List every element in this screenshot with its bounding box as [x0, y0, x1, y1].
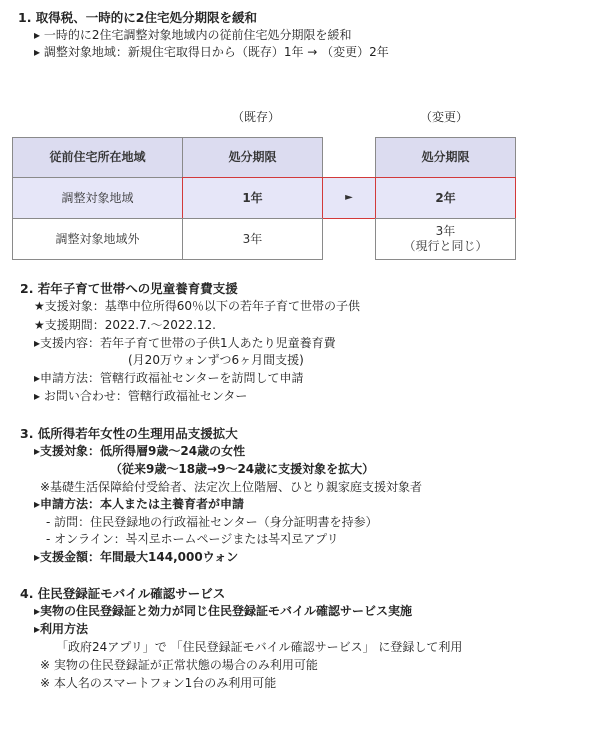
table-cell-existing: 3年 — [182, 218, 323, 260]
arrow-icon: ► — [323, 177, 375, 219]
list-item: ▸ お問い合わせ：管轄行政福祉センター — [34, 389, 248, 403]
list-item: ▸支援金額：年間最大144,000ウォン — [34, 550, 239, 564]
section2-title: 2. 若年子育て世帯への児童養育費支援 — [20, 281, 238, 296]
header-region: 従前住宅所在地域 — [12, 137, 183, 178]
list-item: ※基礎生活保障給付受給者、法定次上位階層、ひとり親家庭支援対象者 — [40, 480, 423, 494]
list-item: ▸ 調整対象地域：新規住宅取得日から（既存）1年 → （変更）2年 — [34, 45, 389, 59]
list-item: ★支援期間：2022.7.～2022.12. — [34, 318, 216, 332]
section3-title: 3. 低所得若年女性の生理用品支援拡大 — [20, 426, 238, 441]
table-cell-region: 調整対象地域 — [12, 177, 183, 219]
list-item: ★支援対象：基準中位所得60％以下の若年子育て世帯の子供 — [34, 299, 361, 313]
table-cell-changed: 3年 （現行と同じ） — [375, 218, 516, 260]
bullet-icon: ▸ — [34, 45, 44, 59]
section1-title: 1. 取得税、一時的に2住宅処分期限を緩和 — [18, 10, 257, 25]
header-deadline-existing: 処分期限 — [182, 137, 323, 178]
list-item: ※ 本人名のスマートフォン1台のみ利用可能 — [40, 676, 277, 690]
list-item: ▸支援内容：若年子育て世帯の子供1人あたり児童養育費 — [34, 336, 336, 350]
list-item: (月20万ウォンずつ6ヶ月間支援) — [128, 353, 304, 367]
header-deadline-changed: 処分期限 — [375, 137, 516, 178]
list-item: ▸支援対象：低所得層9歳～24歳の女性 — [34, 444, 246, 458]
list-item: ▸申請方法：管轄行政福祉センターを訪問して申請 — [34, 371, 304, 385]
list-item: 「政府24アプリ」で 「住民登録証モバイル確認サービス」 に登録して利用 — [56, 640, 463, 654]
list-item: ※ 実物の住民登録証が正常状態の場合のみ利用可能 — [40, 658, 318, 672]
label-changed: （変更） — [420, 110, 469, 124]
table-cell-region: 調整対象地域外 — [12, 218, 183, 260]
bullet-icon: ▸ — [34, 28, 44, 42]
table-cell-changed: 2年 — [375, 177, 516, 219]
list-item: ▸申請方法：本人または主養育者が申請 — [34, 497, 245, 511]
list-item: （従来9歳～18歳→9～24歳に支援対象を拡大） — [110, 462, 375, 476]
list-item: - オンライン：복지로ホームページまたは복지로アプリ — [46, 532, 339, 546]
list-item: ▸ 一時的に2住宅調整対象地域内の従前住宅処分期限を緩和 — [34, 28, 352, 42]
table-cell-existing: 1年 — [182, 177, 323, 219]
section4-title: 4. 住民登録証モバイル確認サービス — [20, 586, 226, 601]
list-item: ▸利用方法 — [34, 622, 89, 636]
list-item: ▸実物の住民登録証と効力が同じ住民登録証モバイル確認サービス実施 — [34, 604, 413, 618]
list-item: - 訪問：住民登録地の行政福祉センター（身分証明書を持参） — [46, 515, 378, 529]
label-existing: （既存） — [232, 110, 281, 124]
